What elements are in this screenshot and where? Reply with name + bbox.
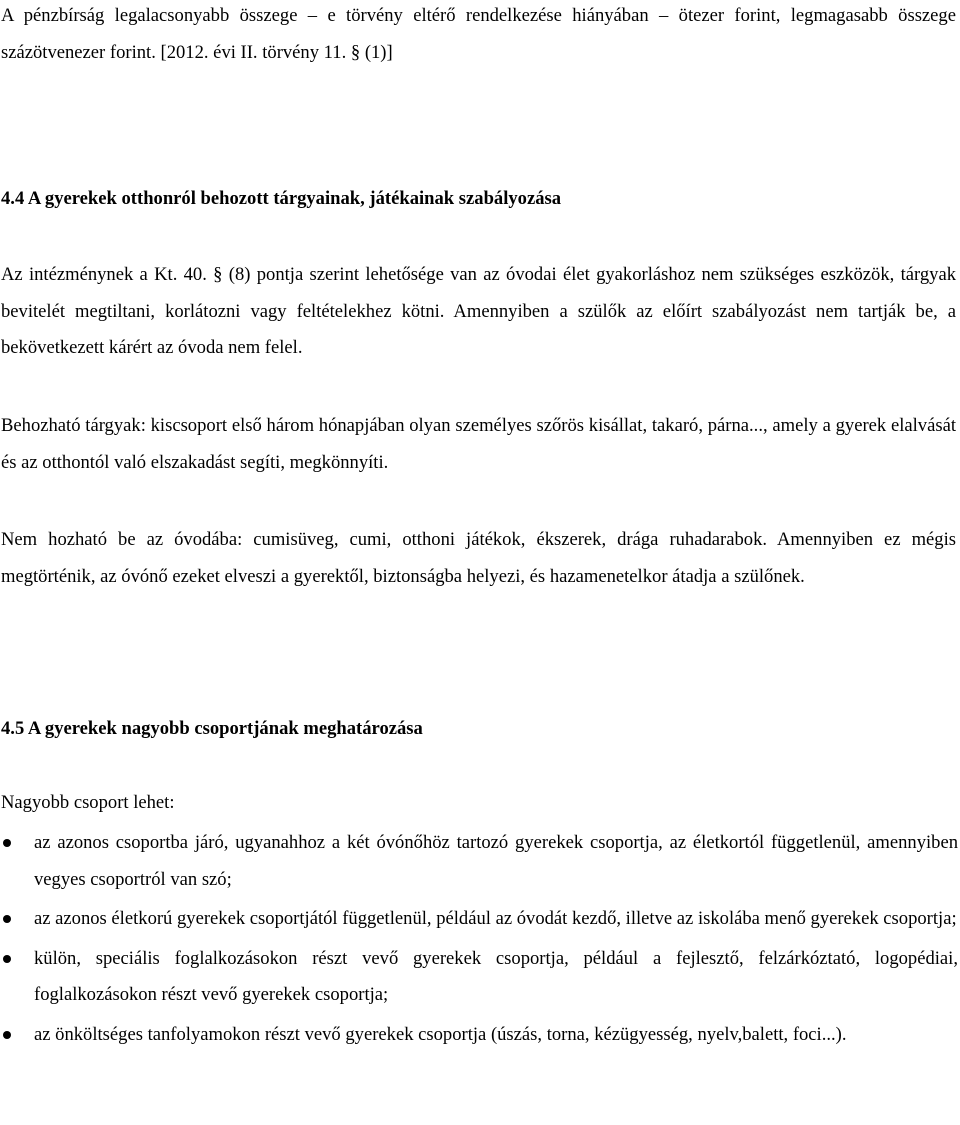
section-4-5-intro: Nagyobb csoport lehet: bbox=[1, 792, 175, 813]
list-item bbox=[0, 941, 958, 1014]
bullet-icon bbox=[3, 955, 11, 963]
list-item-text: az azonos csoportba járó, ugyanahhoz a két óvónőhöz tartozó gyerekek csoportja, az életkortól függetlenül, amennyiben vegyes csoportról van szó; bbox=[34, 832, 958, 890]
section-4-4-paragraph-3: Nem hozható be az óvodába: cumisüveg, cumi, otthoni játékok, ékszerek, drága ruhadarabok. Amennyiben ez mégis megtörténik, az óvónő ezeket elveszi a gyerektől, biztonságba helyezi, és hazamenetelkor átadja a szülőnek. bbox=[1, 529, 956, 587]
bullet-icon bbox=[3, 915, 11, 923]
list-item bbox=[0, 825, 958, 898]
bullet-icon bbox=[3, 1031, 11, 1039]
intro-paragraph: A pénzbírság legalacsonyabb összege – e törvény eltérő rendelkezése hiányában – ötezer forint, legmagasabb összege százötvenezer forint. [2012. évi II. törvény 11. § (1)] bbox=[1, 5, 956, 63]
list-item-text: az önköltséges tanfolyamokon részt vevő gyerekek csoportja (úszás, torna, kézügyesség, nyelv,balett, foci...). bbox=[34, 1023, 847, 1045]
section-4-4-paragraph-2: Behozható tárgyak: kiscsoport első három hónapjában olyan személyes szőrös kisállat, takaró, párna..., amely a gyerek elalvását és az otthontól való elszakadást segíti, megkönnyíti. bbox=[1, 415, 956, 473]
section-heading-4-4: 4.4 A gyerekek otthonról behozott tárgyainak, játékainak szabályozása bbox=[1, 188, 562, 209]
list-item-text: az azonos életkorú gyerekek csoportjától függetlenül, például az óvodát kezdő, illetve az iskolába menő gyerekek csoportja; bbox=[34, 908, 957, 929]
list-item-text: külön, speciális foglalkozásokon részt vevő gyerekek csoportja, például a fejlesztő, felzárkóztató, logopédiai, foglalkozásokon részt vevő gyerekek csoportja; bbox=[34, 947, 958, 1005]
group-definition-list bbox=[0, 825, 958, 1056]
bullet-icon bbox=[3, 839, 11, 847]
list-item bbox=[0, 901, 958, 938]
list-item bbox=[0, 1017, 958, 1054]
section-4-4-paragraph-1: Az intézménynek a Kt. 40. § (8) pontja szerint lehetősége van az óvodai élet gyakorláshoz nem szükséges eszközök, tárgyak bevitelét megtiltani, korlátozni vagy feltételekhez kötni. Amennyiben a szülők az előírt szabályozást nem tartják be, a bekövetkezett kárért az óvoda nem felel. bbox=[1, 264, 956, 358]
section-heading-4-5: 4.5 A gyerekek nagyobb csoportjának meghatározása bbox=[1, 718, 423, 739]
